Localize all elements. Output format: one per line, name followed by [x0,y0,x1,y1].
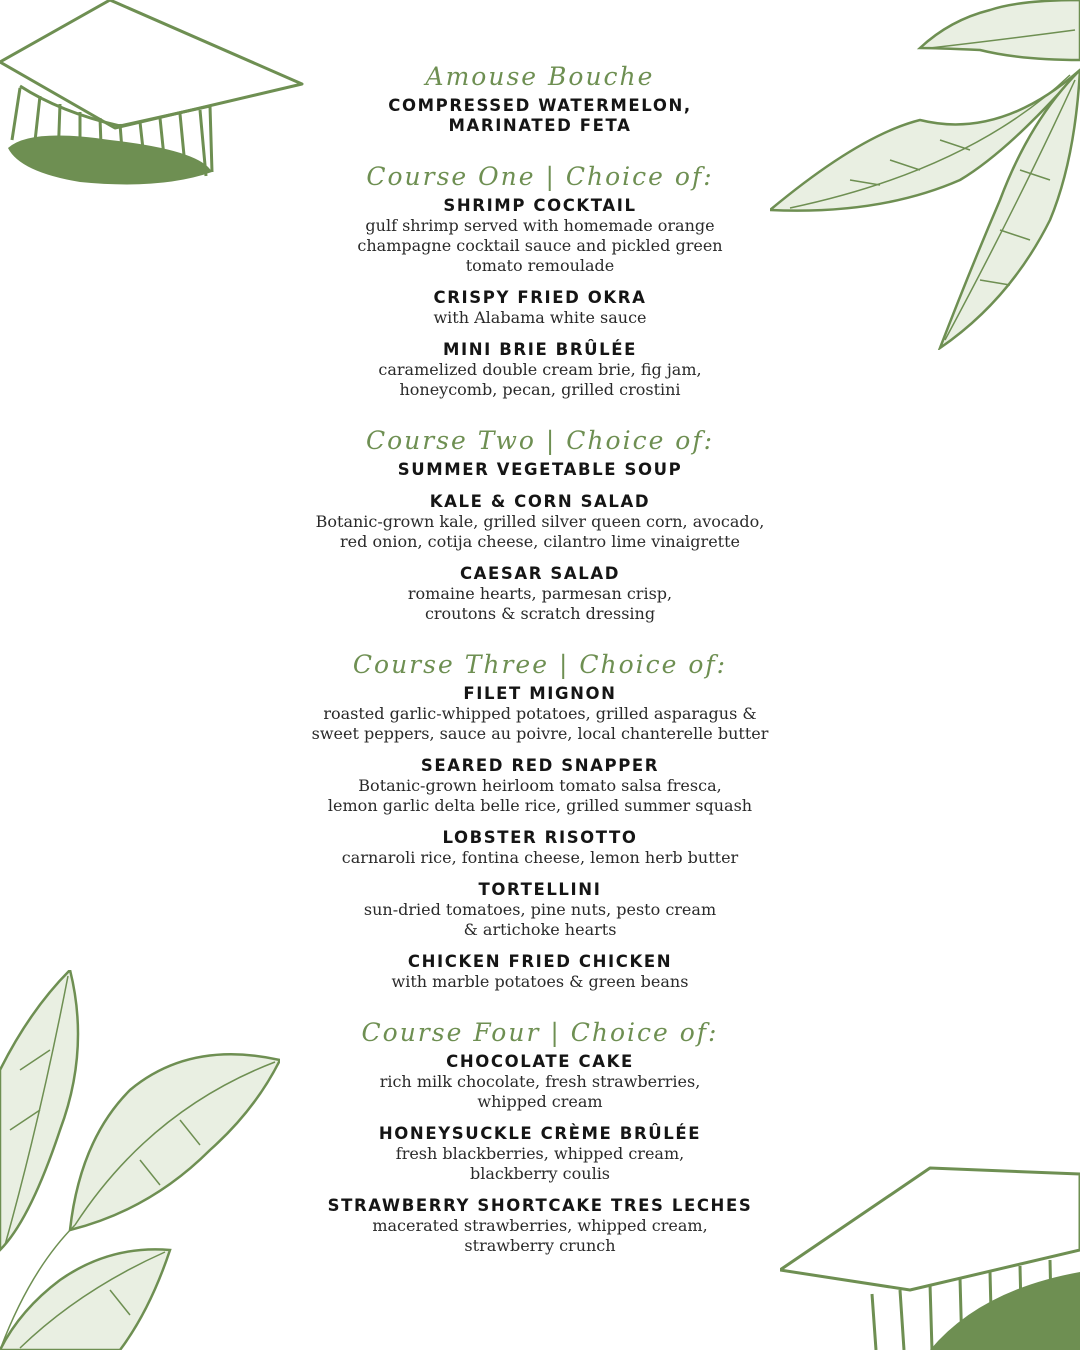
dish-name: FILET MIGNON [463,684,617,703]
dish-description: roasted garlic-whipped potatoes, grilled asparagus & sweet peppers, sauce au poivre, local chanterelle butter [311,704,769,743]
dish-description: with marble potatoes & green beans [391,972,689,991]
dish-description: Botanic-grown kale, grilled silver queen corn, avocado, red onion, cotija cheese, cilantro lime vinaigrette [315,512,765,551]
menu-item [290,1196,790,1256]
menu-section [290,650,790,992]
dish-name: TORTELLINI [478,880,602,899]
dish-description: caramelized double cream brie, fig jam, honeycomb, pecan, grilled crostini [378,360,702,399]
menu-section [290,62,790,136]
dish-name: CHICKEN FRIED CHICKEN [407,952,673,971]
course-heading: Course One | Choice of: [366,162,714,191]
menu-section [290,426,790,624]
dish-description: Botanic-grown heirloom tomato salsa fresca, lemon garlic delta belle rice, grilled summer squash [327,776,753,815]
menu-item [290,460,790,480]
dish-description: with Alabama white sauce [433,308,647,327]
dish-name: KALE & CORN SALAD [429,492,651,511]
leaf-branch-icon [0,970,280,1350]
dish-description: sun-dried tomatoes, pine nuts, pesto cream & artichoke hearts [363,900,717,939]
course-heading: Amouse Bouche [425,62,655,91]
dish-description: gulf shrimp served with homemade orange champagne cocktail sauce and pickled green tomato remoulade [357,216,723,275]
course-heading: Course Four | Choice of: [361,1018,719,1047]
dish-description: carnaroli rice, fontina cheese, lemon herb butter [341,848,739,867]
menu [290,62,790,1282]
menu-item [290,1052,790,1112]
menu-section [290,1018,790,1256]
course-heading: Course Three | Choice of: [352,650,728,679]
dish-name: SEARED RED SNAPPER [420,756,660,775]
dish-name: MINI BRIE BRÛLÉE [442,340,638,359]
dish-description: fresh blackberries, whipped cream, blackberry coulis [395,1144,685,1183]
dish-description: romaine hearts, parmesan crisp, croutons & scratch dressing [407,584,673,623]
dish-name: SHRIMP COCKTAIL [443,196,637,215]
dish-name: COMPRESSED WATERMELON, MARINATED FETA [388,96,692,135]
graduation-cap-icon [0,0,310,190]
dish-name: HONEYSUCKLE CRÈME BRÛLÉE [378,1124,702,1143]
dish-name: LOBSTER RISOTTO [442,828,638,847]
dish-name: STRAWBERRY SHORTCAKE TRES LECHES [327,1196,753,1215]
dish-name: CAESAR SALAD [459,564,621,583]
menu-item [290,1124,790,1184]
dish-description: macerated strawberries, whipped cream, strawberry crunch [372,1216,708,1255]
menu-item [290,880,790,940]
menu-item [290,684,790,744]
dish-name: CRISPY FRIED OKRA [433,288,647,307]
menu-item [290,196,790,276]
menu-item [290,828,790,868]
dish-name: SUMMER VEGETABLE SOUP [397,460,683,479]
menu-item [290,952,790,992]
menu-section [290,162,790,400]
menu-item [290,96,790,136]
menu-item [290,756,790,816]
menu-item [290,492,790,552]
dish-name: CHOCOLATE CAKE [446,1052,634,1071]
graduation-cap-icon [780,1160,1080,1350]
course-heading: Course Two | Choice of: [365,426,715,455]
menu-item [290,340,790,400]
menu-item [290,288,790,328]
dish-description: rich milk chocolate, fresh strawberries, whipped cream [379,1072,701,1111]
leaf-branch-icon [770,0,1080,350]
menu-item [290,564,790,624]
